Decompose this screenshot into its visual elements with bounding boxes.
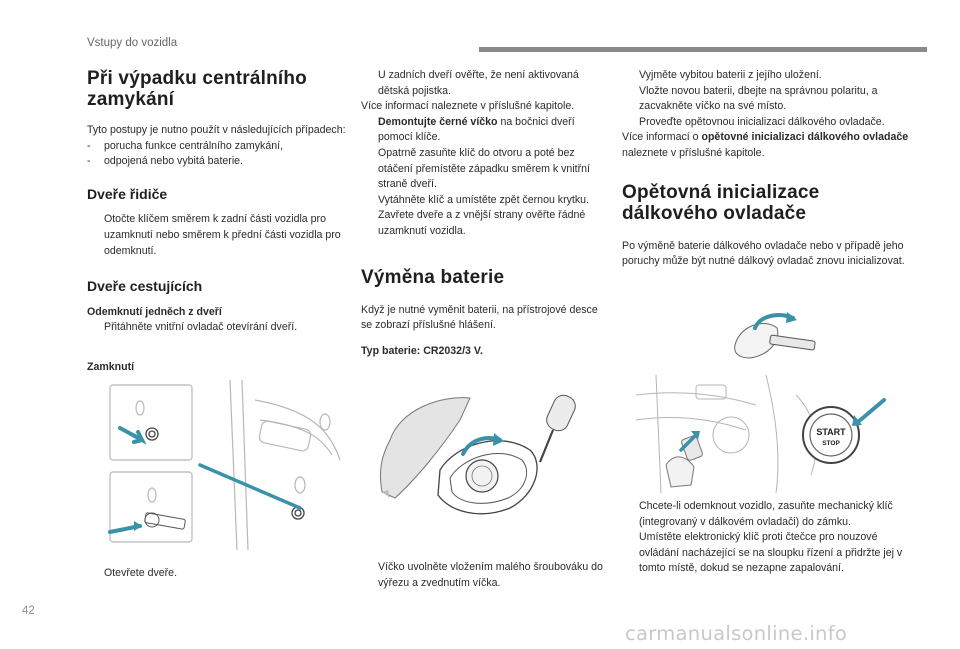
list-item	[622, 68, 912, 84]
heading-remote-reinit	[622, 182, 912, 224]
dash-marker: -	[87, 139, 91, 152]
bullet-marker	[361, 146, 378, 193]
list-item	[87, 212, 349, 259]
list-item	[87, 154, 349, 170]
heading-line-1: Při výpadku centrálního	[87, 68, 307, 89]
section-header: Vstupy do vozidla	[87, 37, 178, 49]
heading-driver-door: Dveře řidiče	[87, 185, 168, 202]
step-text: Otočte klíčem směrem k zadní části vozidla pro uzamknutí nebo směrem k přední části vozidla pro odemknutí.	[104, 213, 341, 257]
step-text: U zadních dveří ověřte, že není aktivovaná dětská pojistka.	[378, 69, 579, 97]
key-fob-illustration	[360, 390, 600, 525]
list-item	[87, 320, 349, 336]
list-item	[87, 139, 349, 155]
bullet-marker	[622, 115, 639, 131]
step-text: Chcete-li odemknout vozidlo, zasuňte mechanický klíč (integrovaný v dálkovém ovladači) do zámku.	[639, 500, 893, 528]
list-item	[622, 115, 912, 131]
battery-type: Typ baterie: CR2032/3 V.	[361, 344, 483, 357]
more-info-text	[622, 130, 912, 161]
step-text	[378, 115, 611, 146]
step-text: Umístěte elektronický klíč proti čtečce pro nouzové ovládání nacházející se na sloupku řízení a přidržte jej v tomto místě, dokud se nezapne zapalování.	[639, 531, 903, 575]
bullet-marker	[622, 499, 639, 530]
list-item	[361, 560, 611, 591]
list-item	[361, 115, 611, 146]
heading-line-2: zamykání	[87, 89, 175, 110]
step-text: Přitáhněte vnitřní ovladač otevírání dveří.	[104, 321, 298, 334]
plain-text: na bočnici dveří pomocí klíče.	[378, 115, 575, 144]
subheading-unlock-one: Odemknutí jedněch z dveří	[87, 305, 222, 318]
bullet-marker	[622, 68, 639, 84]
bullet-marker	[87, 320, 104, 336]
subheading-lock: Zamknutí	[87, 361, 135, 373]
plain-text: naleznete v příslušné kapitole.	[622, 146, 765, 159]
step-text: Zavřete dveře a z vnější strany ověřte řádné uzamknutí vozidla.	[378, 209, 586, 237]
header-bar	[479, 47, 927, 52]
heading-line-1: Opětovná inicializace	[622, 181, 820, 203]
battery-intro: Když je nutné vyměnit baterii, na přístrojové desce se zobrazí příslušné hlášení.	[361, 303, 598, 332]
list-item	[361, 208, 611, 239]
reinit-intro: Po výměně baterie dálkového ovladače nebo v případě jeho poruchy může být nutné dálkový ovladač znovu inicializovat.	[622, 239, 905, 268]
bullet-marker	[361, 193, 378, 209]
list-item	[361, 146, 611, 193]
bullet-marker	[87, 566, 104, 582]
plain-text: Více informací o	[622, 131, 702, 144]
heading-battery-change: Výměna baterie	[361, 266, 505, 288]
case-text: odpojená nebo vybitá baterie.	[104, 155, 244, 168]
bold-text: Demontujte černé víčko	[378, 115, 498, 128]
step-text: Vytáhněte klíč a umístěte zpět černou krytku.	[378, 193, 589, 206]
heading-central-locking-failure	[87, 68, 349, 110]
bullet-marker	[361, 115, 378, 146]
bullet-marker	[622, 84, 639, 115]
door-lock-illustration	[100, 380, 350, 550]
list-item	[622, 84, 912, 115]
column-3	[622, 68, 912, 270]
list-item	[361, 193, 611, 209]
bullet-marker	[622, 530, 639, 577]
watermark: carmanualsonline.info	[625, 622, 848, 645]
bullet-marker	[361, 208, 378, 239]
list-item	[622, 530, 912, 577]
more-info-text: Více informací naleznete v příslušné kapitole.	[361, 100, 575, 113]
dashboard-start-illustration	[636, 375, 908, 493]
column-2	[361, 68, 611, 359]
bullet-marker	[361, 68, 378, 99]
intro-text: Tyto postupy je nutno použít v následujících případech:	[87, 124, 346, 136]
step-text: Vložte novou baterii, dbejte na správnou polaritu, a zacvakněte víčko na své místo.	[639, 84, 878, 113]
bullet-marker	[87, 212, 104, 259]
stop-label: STOP	[822, 440, 840, 447]
mechanical-key-illustration	[715, 310, 835, 370]
step-text: Opatrně zasuňte klíč do otvoru a poté bez otáčení přemístěte západku směrem k vnitřní straně dveří.	[378, 146, 590, 191]
step-text: Vyjměte vybitou baterii z jejího uložení.	[639, 69, 822, 81]
case-text: porucha funkce centrálního zamykání,	[104, 139, 284, 152]
heading-passenger-doors: Dveře cestujících	[87, 278, 203, 295]
list-item	[87, 566, 349, 582]
dash-marker: -	[87, 155, 91, 168]
start-label: START	[816, 427, 846, 437]
final-steps	[622, 499, 912, 577]
bold-text: opětovné inicializaci dálkového ovladače	[701, 131, 909, 144]
list-item	[361, 68, 611, 99]
step-text: Otevřete dveře.	[104, 567, 178, 579]
column-1	[87, 68, 349, 336]
bullet-marker	[361, 560, 378, 591]
step-text: Víčko uvolněte vložením malého šroubováku do výřezu a zvednutím víčka.	[378, 561, 603, 589]
step-text: Proveďte opětovnou inicializaci dálkového ovladače.	[639, 115, 885, 128]
list-item	[622, 499, 912, 530]
heading-line-2: dálkového ovladače	[622, 202, 807, 224]
page-number: 42	[22, 605, 35, 617]
